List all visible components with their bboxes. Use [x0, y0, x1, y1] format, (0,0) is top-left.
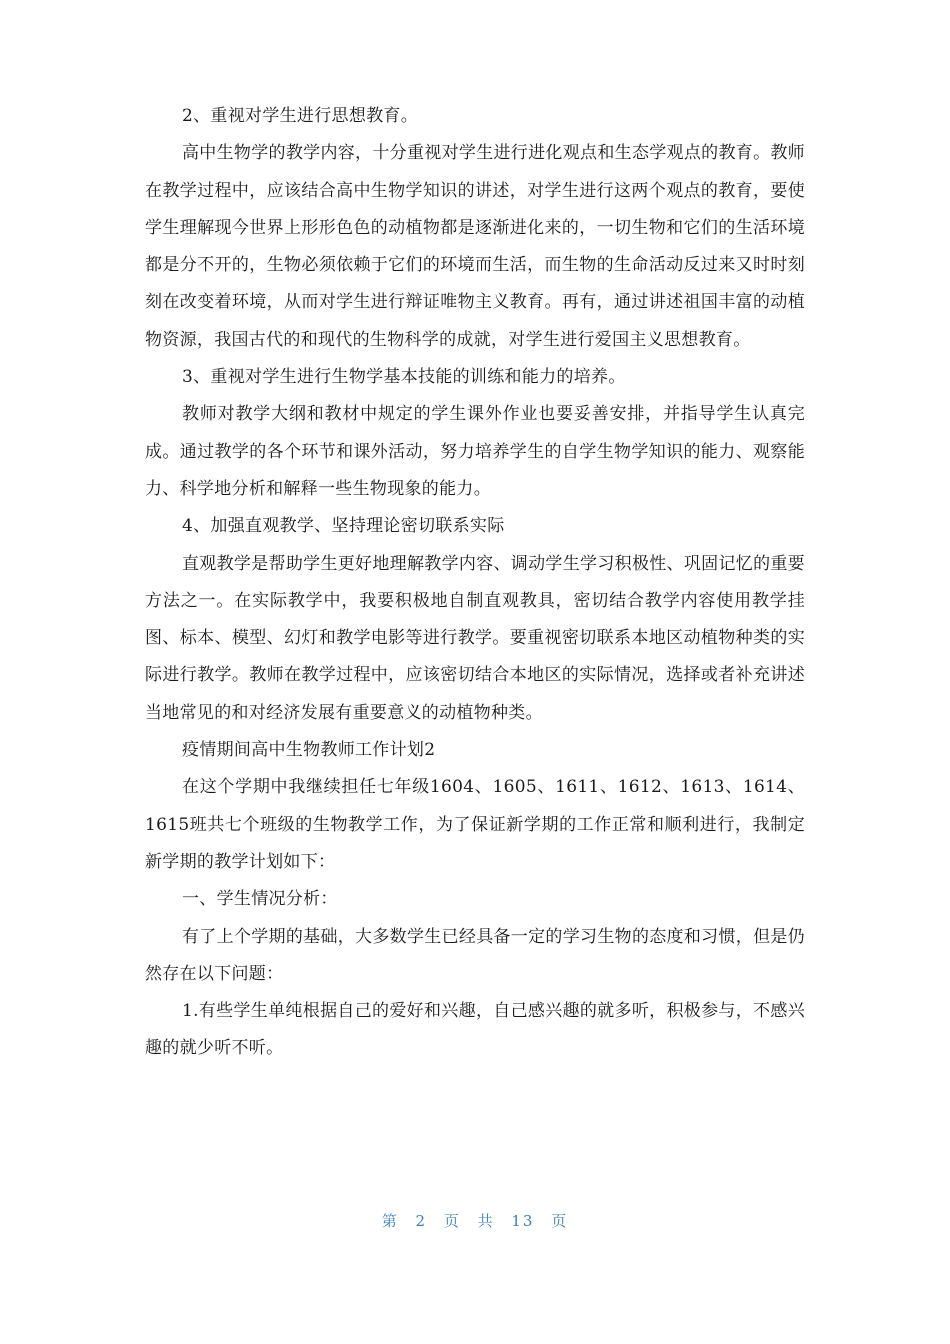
- document-body: [145, 98, 805, 1068]
- section-title-plan-2: 疫情期间高中生物教师工作计划2: [182, 740, 436, 761]
- page-number-footer: 第 2 页 共 13 页: [381, 1212, 569, 1230]
- paragraph-problem-1: 1.有些学生单纯根据自己的爱好和兴趣，自己感兴趣的就多听，积极参与，不感兴趣的就少听不听。: [145, 1001, 805, 1059]
- paragraph-heading-2: 2、重视对学生进行思想教育。: [182, 106, 419, 126]
- paragraph-semester-intro: 在这个学期中我继续担任七年级1604、1605、1611、1612、1613、1614、1615班共七个班级的生物教学工作，为了保证新学期的工作正常和顺利进行，我制定新学期的教学计划如下：: [145, 777, 805, 872]
- paragraph-intuitive-teaching: 直观教学是帮助学生更好地理解教学内容、调动学生学习积极性、巩固记忆的重要方法之一。在实际教学中，我要积极地自制直观教具，密切结合教学内容使用教学挂图、标本、模型、幻灯和教学电影等进行教学。要重视密切联系本地区动植物种类的实际进行教学。教师在教学过程中，应该密切结合本地区的实际情况，选择或者补充讲述当地常见的和对经济发展有重要意义的动植物种类。: [145, 553, 805, 723]
- paragraph-heading-4: 4、加强直观教学、坚持理论密切联系实际: [182, 516, 505, 537]
- paragraph-heading-student-analysis: 一、学生情况分析：: [182, 889, 338, 910]
- paragraph-heading-3: 3、重视对学生进行生物学基本技能的训练和能力的培养。: [182, 367, 626, 388]
- paragraph-thought-education: 高中生物学的教学内容，十分重视对学生进行进化观点和生态学观点的教育。教师在教学过程中，应该结合高中生物学知识的讲述，对学生进行这两个观点的教育，要使学生理解现今世界上形形色色的动植物都是逐渐进化来的，一切生物和它们的生活环境都是分不开的，生物必须依赖于它们的环境而生活，而生物的生命活动反过来又时时刻刻在改变着环境，从而对学生进行辩证唯物主义教育。再有，通过讲述祖国丰富的动植物资源，我国古代的和现代的生物科学的成就，对学生进行爱国主义思想教育。: [145, 143, 805, 350]
- paragraph-skills-training: 教师对教学大纲和教材中规定的学生课外作业也要妥善安排，并指导学生认真完成。通过教学的各个环节和课外活动，努力培养学生的自学生物学知识的能力、观察能力、科学地分析和解释一些生物现象的能力。: [145, 404, 805, 499]
- paragraph-student-basis: 有了上个学期的基础，大多数学生已经具备一定的学习生物的态度和习惯，但是仍然存在以下问题：: [145, 926, 805, 984]
